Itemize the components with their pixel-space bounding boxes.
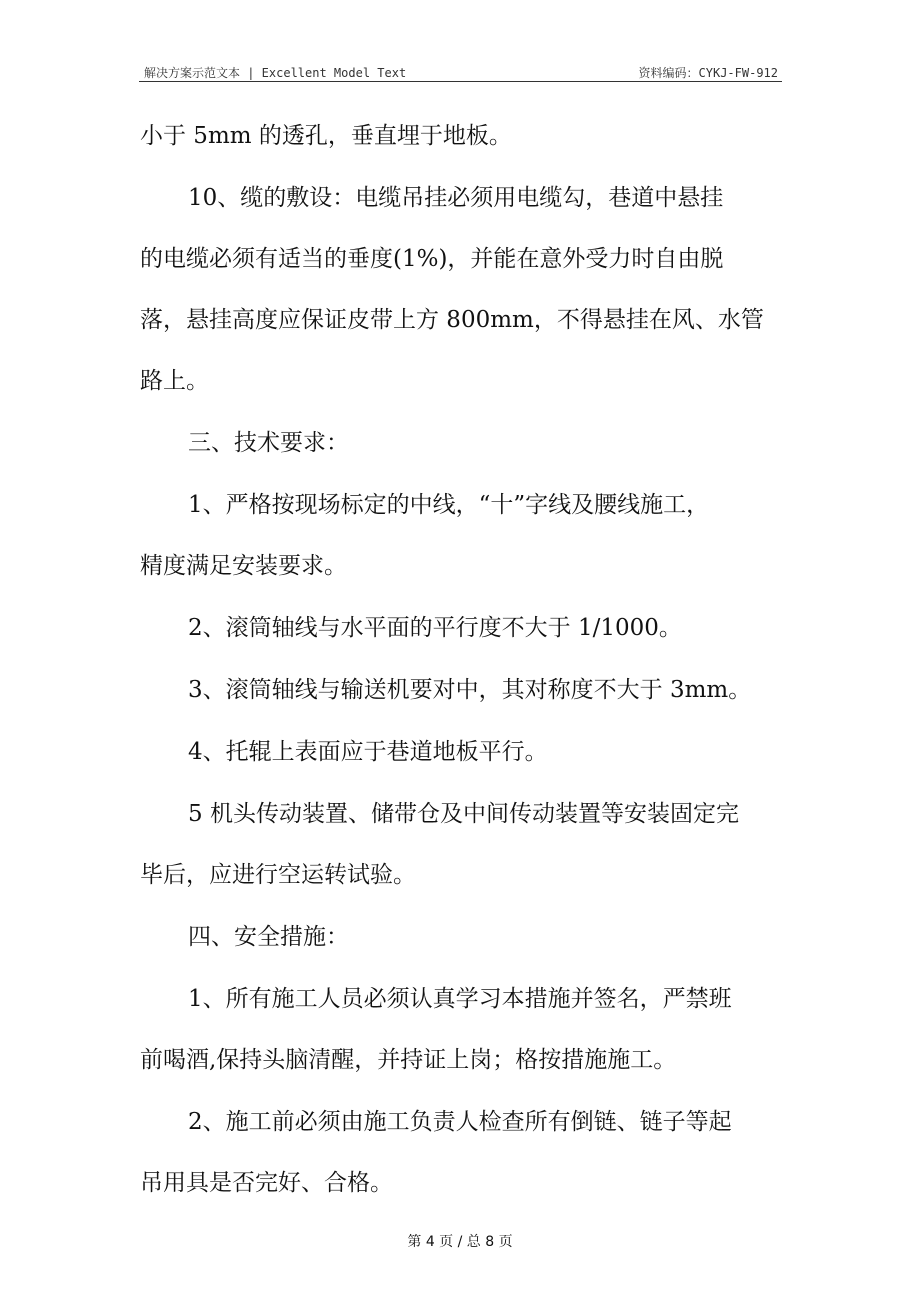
page-number: 第 4 页 / 总 8 页 bbox=[407, 1234, 513, 1250]
text-line: 前喝酒,保持头脑清醒，并持证上岗；格按措施施工。 bbox=[140, 1047, 677, 1073]
paragraph bbox=[140, 183, 780, 396]
document-body bbox=[140, 121, 780, 1230]
page-header bbox=[139, 62, 782, 80]
text-line: 4、托辊上表面应于巷道地板平行。 bbox=[188, 739, 548, 765]
paragraph bbox=[140, 1107, 780, 1198]
header-divider bbox=[139, 81, 782, 82]
paragraph bbox=[140, 613, 780, 643]
paragraph bbox=[140, 490, 780, 581]
text-line: 精度满足安装要求。 bbox=[140, 553, 347, 579]
text-line: 落，悬挂高度应保证皮带上方 800mm，不得悬挂在风、水管 bbox=[140, 307, 764, 333]
paragraph bbox=[140, 799, 780, 890]
section-heading bbox=[140, 922, 780, 952]
text-line: 四、安全措施： bbox=[188, 924, 349, 950]
text-line: 小于 5mm 的透孔，垂直埋于地板。 bbox=[140, 123, 512, 149]
text-line: 10、缆的敷设：电缆吊挂必须用电缆勾，巷道中悬挂 bbox=[188, 185, 724, 211]
text-line: 1、所有施工人员必须认真学习本措施并签名，严禁班 bbox=[188, 986, 732, 1012]
text-line: 2、施工前必须由施工负责人检查所有倒链、链子等起 bbox=[188, 1109, 732, 1135]
text-line: 毕后，应进行空运转试验。 bbox=[140, 862, 416, 888]
section-heading bbox=[140, 428, 780, 458]
text-line: 1、严格按现场标定的中线，“十”字线及腰线施工， bbox=[188, 492, 710, 518]
text-line: 5 机头传动装置、储带仓及中间传动装置等安装固定完 bbox=[188, 801, 739, 827]
text-line: 2、滚筒轴线与水平面的平行度不大于 1/1000。 bbox=[188, 615, 682, 641]
text-line: 的电缆必须有适当的垂度(1%)，并能在意外受力时自由脱 bbox=[140, 246, 724, 272]
text-line: 吊用具是否完好、合格。 bbox=[140, 1170, 393, 1196]
paragraph bbox=[140, 984, 780, 1075]
paragraph bbox=[140, 675, 780, 705]
paragraph bbox=[140, 121, 780, 151]
text-line: 三、技术要求： bbox=[188, 430, 349, 456]
text-line: 路上。 bbox=[140, 368, 209, 394]
document-code: 资料编码：CYKJ-FW-912 bbox=[638, 66, 778, 80]
paragraph bbox=[140, 737, 780, 767]
text-line: 3、滚筒轴线与输送机要对中，其对称度不大于 3mm。 bbox=[188, 677, 752, 703]
header-title: 解决方案示范文本 | Excellent Model Text bbox=[144, 66, 407, 80]
